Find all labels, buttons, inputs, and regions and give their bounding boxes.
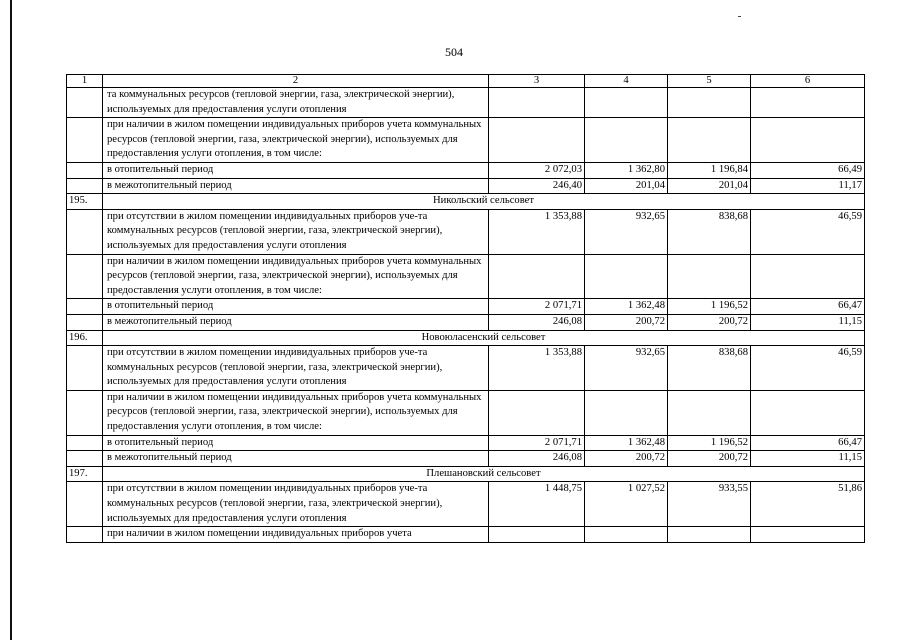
- value-col5: 933,55: [668, 482, 751, 527]
- table-row: [67, 390, 865, 435]
- value-col4: 1 362,48: [585, 299, 668, 315]
- row-description: при наличии в жилом помещении индивидуальных приборов учета коммунальных ресурсов (тепловой энергии, газа, электрической энергии), используемых для предоставления услуги отопления, в том числе:: [103, 390, 489, 435]
- section-row: [67, 330, 865, 346]
- value-col4: [585, 88, 668, 118]
- value-col6: 11,15: [751, 314, 865, 330]
- table-row: [67, 314, 865, 330]
- value-col6: 51,86: [751, 482, 865, 527]
- tariff-table: [66, 74, 865, 543]
- value-col3: [489, 390, 585, 435]
- row-description: при наличии в жилом помещении индивидуальных приборов учета: [103, 527, 489, 543]
- value-col6: [751, 88, 865, 118]
- value-col3: 2 071,71: [489, 435, 585, 451]
- row-number: [67, 162, 103, 178]
- value-col3: [489, 527, 585, 543]
- value-col4: [585, 527, 668, 543]
- table-row: [67, 451, 865, 467]
- value-col3: [489, 254, 585, 299]
- row-description: в межотопительный период: [103, 451, 489, 467]
- value-col3: 2 071,71: [489, 299, 585, 315]
- value-col6: [751, 527, 865, 543]
- value-col5: 1 196,84: [668, 162, 751, 178]
- section-number: 196.: [67, 330, 103, 346]
- row-description: при наличии в жилом помещении индивидуальных приборов учета коммунальных ресурсов (тепловой энергии, газа, электрической энергии), используемых для предоставления услуги отопления, в том числе:: [103, 118, 489, 163]
- row-description: при отсутствии в жилом помещении индивидуальных приборов уче-та коммунальных ресурсов (тепловой энергии, газа, электрической энергии), используемых для предоставления услуги отопления: [103, 209, 489, 254]
- row-number: [67, 314, 103, 330]
- row-description: при наличии в жилом помещении индивидуальных приборов учета коммунальных ресурсов (тепловой энергии, газа, электрической энергии), используемых для предоставления услуги отопления, в том числе:: [103, 254, 489, 299]
- row-number: [67, 390, 103, 435]
- value-col4: [585, 118, 668, 163]
- table-row: [67, 435, 865, 451]
- row-number: [67, 482, 103, 527]
- value-col4: 1 362,80: [585, 162, 668, 178]
- scan-mark: [738, 16, 741, 17]
- section-title: Новоюласенский сельсовет: [103, 330, 865, 346]
- row-description: в отопительный период: [103, 299, 489, 315]
- table-row: [67, 162, 865, 178]
- row-number: [67, 178, 103, 194]
- value-col4: 200,72: [585, 314, 668, 330]
- header-cell: 2: [103, 75, 489, 88]
- section-row: [67, 194, 865, 210]
- header-cell: 1: [67, 75, 103, 88]
- value-col3: 246,08: [489, 451, 585, 467]
- value-col6: 11,15: [751, 451, 865, 467]
- value-col5: 1 196,52: [668, 435, 751, 451]
- row-description: в отопительный период: [103, 435, 489, 451]
- row-description: та коммунальных ресурсов (тепловой энергии, газа, электрической энергии), используемых для предоставления услуги отопления: [103, 88, 489, 118]
- value-col5: 838,68: [668, 346, 751, 391]
- row-number: [67, 118, 103, 163]
- table-row: [67, 88, 865, 118]
- value-col4: 1 362,48: [585, 435, 668, 451]
- table-row: [67, 527, 865, 543]
- row-description: при отсутствии в жилом помещении индивидуальных приборов уче-та коммунальных ресурсов (тепловой энергии, газа, электрической энергии), используемых для предоставления услуги отопления: [103, 482, 489, 527]
- value-col6: [751, 118, 865, 163]
- row-number: [67, 435, 103, 451]
- section-number: 195.: [67, 194, 103, 210]
- value-col5: 838,68: [668, 209, 751, 254]
- value-col4: 201,04: [585, 178, 668, 194]
- value-col4: 932,65: [585, 209, 668, 254]
- page-number: 504: [445, 45, 463, 59]
- value-col5: 200,72: [668, 314, 751, 330]
- value-col3: 1 353,88: [489, 346, 585, 391]
- row-number: [67, 451, 103, 467]
- table-row: [67, 178, 865, 194]
- value-col3: 2 072,03: [489, 162, 585, 178]
- value-col3: 246,40: [489, 178, 585, 194]
- table-row: [67, 118, 865, 163]
- value-col3: 1 353,88: [489, 209, 585, 254]
- value-col3: 246,08: [489, 314, 585, 330]
- value-col5: [668, 254, 751, 299]
- table-row: [67, 346, 865, 391]
- value-col5: 1 196,52: [668, 299, 751, 315]
- table-row: [67, 209, 865, 254]
- value-col4: [585, 390, 668, 435]
- section-number: 197.: [67, 466, 103, 482]
- row-number: [67, 254, 103, 299]
- binding-edge-line: [10, 0, 12, 640]
- row-description: в межотопительный период: [103, 178, 489, 194]
- row-description: в отопительный период: [103, 162, 489, 178]
- section-title: Плешановский сельсовет: [103, 466, 865, 482]
- value-col6: 66,47: [751, 435, 865, 451]
- value-col4: 932,65: [585, 346, 668, 391]
- value-col4: 200,72: [585, 451, 668, 467]
- value-col4: [585, 254, 668, 299]
- header-cell: 3: [489, 75, 585, 88]
- value-col5: [668, 88, 751, 118]
- value-col6: 46,59: [751, 346, 865, 391]
- value-col5: [668, 527, 751, 543]
- table-row: [67, 482, 865, 527]
- header-cell: 4: [585, 75, 668, 88]
- table-row: [67, 299, 865, 315]
- row-number: [67, 88, 103, 118]
- row-number: [67, 299, 103, 315]
- value-col6: [751, 254, 865, 299]
- value-col3: [489, 88, 585, 118]
- section-title: Никольский сельсовет: [103, 194, 865, 210]
- header-cell: 6: [751, 75, 865, 88]
- header-cell: 5: [668, 75, 751, 88]
- row-description: в межотопительный период: [103, 314, 489, 330]
- value-col6: 66,49: [751, 162, 865, 178]
- value-col6: 66,47: [751, 299, 865, 315]
- value-col4: 1 027,52: [585, 482, 668, 527]
- header-row: [67, 75, 865, 88]
- value-col5: 201,04: [668, 178, 751, 194]
- value-col6: 11,17: [751, 178, 865, 194]
- value-col3: 1 448,75: [489, 482, 585, 527]
- value-col5: 200,72: [668, 451, 751, 467]
- section-row: [67, 466, 865, 482]
- value-col6: 46,59: [751, 209, 865, 254]
- table-row: [67, 254, 865, 299]
- row-number: [67, 346, 103, 391]
- value-col5: [668, 118, 751, 163]
- value-col3: [489, 118, 585, 163]
- row-number: [67, 209, 103, 254]
- value-col5: [668, 390, 751, 435]
- value-col6: [751, 390, 865, 435]
- row-number: [67, 527, 103, 543]
- row-description: при отсутствии в жилом помещении индивидуальных приборов уче-та коммунальных ресурсов (тепловой энергии, газа, электрической энергии), используемых для предоставления услуги отопления: [103, 346, 489, 391]
